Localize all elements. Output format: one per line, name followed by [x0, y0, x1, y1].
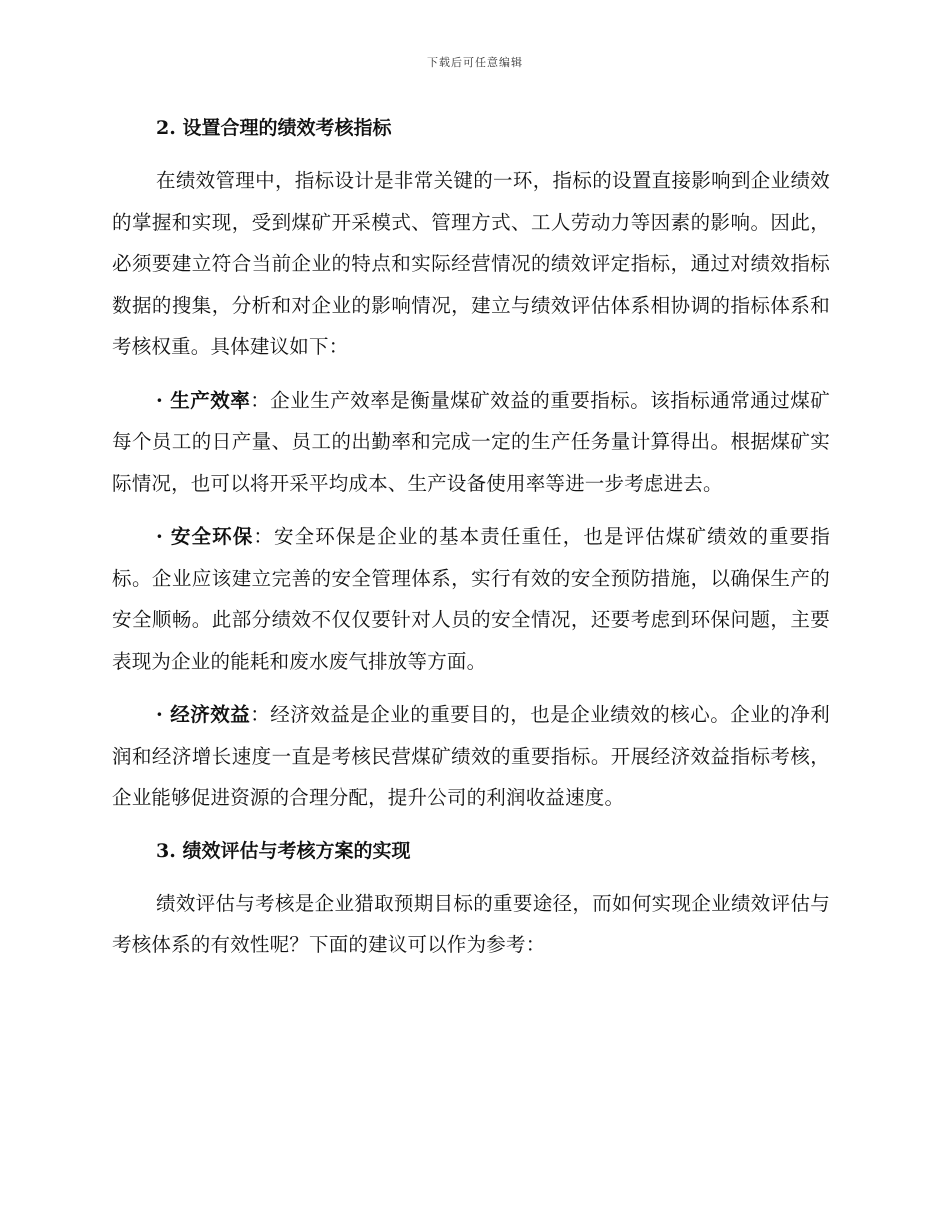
bullet-lead: · 生产效率 [156, 388, 251, 412]
section-paragraph: 在绩效管理中，指标设计是非常关键的一环，指标的设置直接影响到企业绩效的掌握和实现，受到煤矿开采模式、管理方式、工人劳动力等因素的影响。因此，必须要建立符合当前企业的特点和实际经营情况的绩效评定指标，通过对绩效指标数据的搜集，分析和对企业的影响情况，建立与绩效评估体系相协调的指标体系和考核权重。具体建议如下： [112, 169, 830, 358]
section-heading: 3. 绩效评估与考核方案的实现 [156, 839, 411, 862]
bullet-lead: · 经济效益 [156, 703, 251, 726]
section-paragraph: 绩效评估与考核是企业猎取预期目标的重要途径，而如何实现企业绩效评估与考核体系的有效性呢？下面的建议可以作为参考： [112, 891, 830, 956]
page-header: 下载后可任意编辑 [427, 56, 523, 69]
bullet-paragraph [112, 516, 830, 682]
bullet-text: ：经济效益是企业的重要目的，也是企业绩效的核心。企业的净利润和经济增长速度一直是考核民营煤矿绩效的重要指标。开展经济效益指标考核，企业能够促进资源的合理分配，提升公司的利润收益速度。 [112, 703, 830, 809]
bullet-paragraph [112, 694, 830, 819]
bullet-text: ：企业生产效率是衡量煤矿效益的重要指标。该指标通常通过煤矿每个员工的日产量、员工的出勤率和完成一定的生产任务量计算得出。根据煤矿实际情况，也可以将开采平均成本、生产设备使用率等进一步考虑进去。 [112, 388, 830, 495]
bullet-paragraph [112, 380, 830, 505]
section-heading: 2. 设置合理的绩效考核指标 [156, 117, 392, 139]
document-body [112, 108, 830, 978]
bullet-text: ：安全环保是企业的基本责任重任，也是评估煤矿绩效的重要指标。企业应该建立完善的安全管理体系，实行有效的安全预防措施，以确保生产的安全顺畅。此部分绩效不仅仅要针对人员的安全情况，还要考虑到环保问题，主要表现为企业的能耗和废水废气排放等方面。 [112, 525, 830, 673]
bullet-lead: · 安全环保 [156, 525, 254, 548]
